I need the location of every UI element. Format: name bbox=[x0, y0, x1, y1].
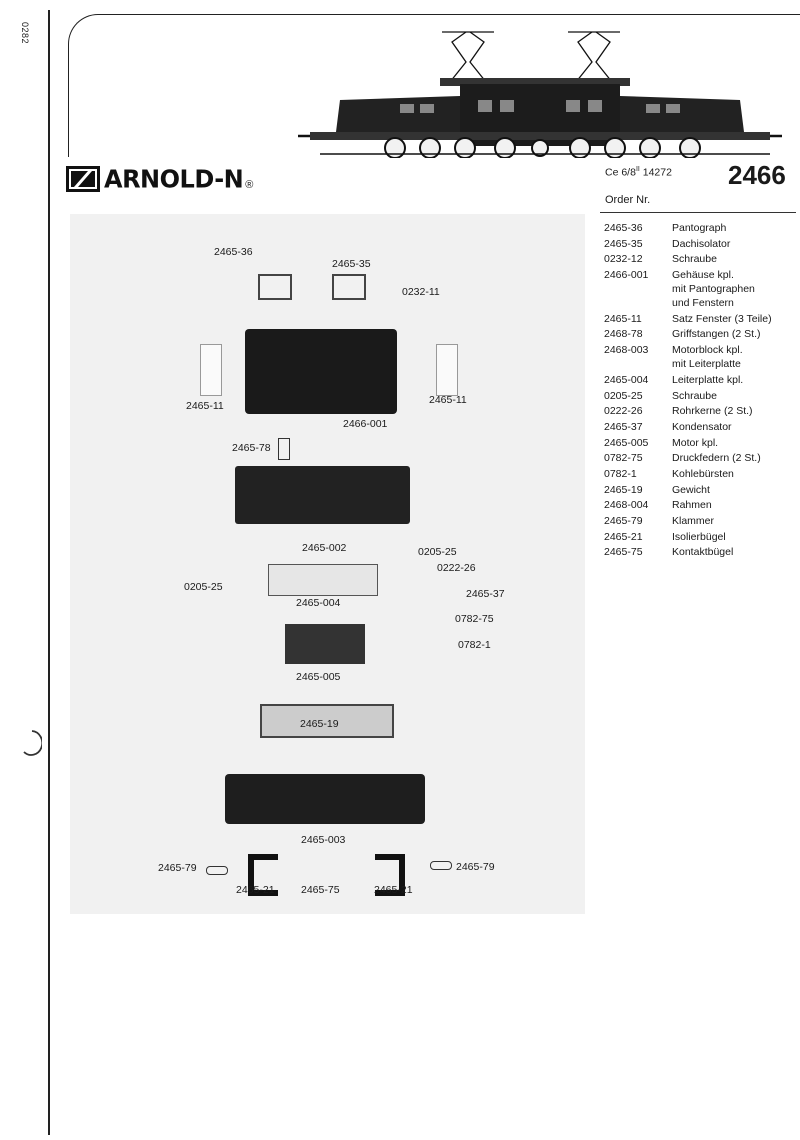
motor-part bbox=[285, 624, 365, 664]
margin-line bbox=[48, 10, 50, 1135]
figure-label: 2465-19 bbox=[300, 718, 339, 730]
part-description: Isolierbügel bbox=[672, 530, 726, 543]
registered-mark: ® bbox=[245, 179, 254, 191]
figure-label: 2465-78 bbox=[232, 442, 271, 454]
part-description: Schraube bbox=[672, 253, 717, 266]
model-designation bbox=[605, 166, 672, 179]
designation: Ce 6/8 bbox=[605, 166, 636, 179]
parts-list-row bbox=[604, 237, 800, 251]
part-description: Klammer bbox=[672, 515, 715, 527]
part-description: Leiterplatte kpl. bbox=[672, 373, 744, 386]
exploded-view-figure bbox=[70, 214, 585, 914]
figure-label: 2465-11 bbox=[429, 394, 467, 406]
figure-label: 0205-25 bbox=[184, 581, 223, 593]
part-number: 0782-75 bbox=[604, 452, 643, 465]
parts-list-row bbox=[604, 404, 800, 418]
part-number: 2465-21 bbox=[604, 530, 643, 543]
part-number: 0232-12 bbox=[604, 253, 643, 266]
part-description: Pantograph bbox=[672, 222, 727, 234]
part-number: 0222-26 bbox=[604, 405, 643, 418]
part-number: 2468-003 bbox=[604, 344, 649, 357]
part-number: 2465-37 bbox=[604, 420, 643, 433]
window-set-left-part bbox=[200, 344, 222, 396]
grab-handle-part bbox=[278, 438, 290, 460]
parts-list-row bbox=[604, 343, 800, 371]
locomotive-illustration bbox=[290, 20, 790, 158]
figure-label: 2465-21 bbox=[374, 884, 413, 896]
part-description: Schraube bbox=[672, 389, 717, 402]
pantograph-part bbox=[258, 274, 292, 300]
parts-list-row bbox=[604, 436, 800, 450]
parts-list-row bbox=[604, 530, 800, 544]
parts-list-row bbox=[604, 312, 800, 326]
figure-label: 2465-75 bbox=[301, 884, 340, 896]
part-number: 2465-79 bbox=[604, 515, 643, 527]
figure-label: 2465-11 bbox=[186, 400, 224, 412]
figure-label: 2465-35 bbox=[332, 258, 371, 270]
part-description: Dachisolator bbox=[672, 237, 731, 250]
part-description: Gewicht bbox=[672, 483, 710, 496]
parts-list-row bbox=[604, 373, 800, 387]
model-number: 2466 bbox=[728, 160, 786, 190]
clip-right-part bbox=[430, 861, 452, 870]
part-description: Rohrkerne (2 St.) bbox=[672, 405, 753, 418]
clip-left-part bbox=[206, 866, 228, 875]
logo-slash-icon bbox=[66, 166, 100, 192]
order-header: Order Nr. bbox=[605, 194, 651, 206]
figure-label: 2465-79 bbox=[158, 862, 197, 874]
catalog-number: 14272 bbox=[642, 166, 672, 179]
part-number: 2465-75 bbox=[604, 546, 643, 559]
logo-text: ARNOLD-N bbox=[104, 164, 244, 194]
parts-list-row bbox=[604, 451, 800, 465]
figure-label: 2465-002 bbox=[302, 542, 347, 554]
roof-insulator-part bbox=[332, 274, 366, 300]
part-description: Druckfedern (2 St.) bbox=[672, 452, 761, 465]
parts-list-row bbox=[604, 252, 800, 266]
arnold-logo bbox=[66, 163, 253, 195]
part-number: 2465-35 bbox=[604, 237, 643, 250]
part-description: Satz Fenster (3 Teile) bbox=[672, 312, 772, 325]
figure-label: 2465-36 bbox=[214, 246, 253, 258]
parts-list bbox=[604, 221, 800, 561]
parts-list-row bbox=[604, 389, 800, 403]
figure-label: 0222-26 bbox=[437, 562, 476, 574]
parts-list-row bbox=[604, 327, 800, 341]
part-number: 2465-005 bbox=[604, 436, 649, 449]
figure-label: 2466-001 bbox=[343, 418, 388, 430]
figure-label: 2465-21 bbox=[236, 884, 275, 896]
figure-label: 2465-37 bbox=[466, 588, 505, 600]
frame-part bbox=[225, 774, 425, 824]
part-number: 2465-004 bbox=[604, 373, 649, 386]
parts-list-row bbox=[604, 221, 800, 235]
designation-sup: II bbox=[635, 166, 640, 173]
part-description: Kondensator bbox=[672, 420, 732, 433]
parts-list-row bbox=[604, 483, 800, 497]
parts-list-row bbox=[604, 498, 800, 512]
part-number: 2468-78 bbox=[604, 328, 643, 341]
parts-list-row bbox=[604, 514, 800, 528]
body-housing-part bbox=[245, 329, 397, 414]
part-description: Griffstangen (2 St.) bbox=[672, 328, 761, 341]
binder-hole-mark bbox=[18, 728, 42, 758]
figure-label: 0205-25 bbox=[418, 546, 457, 558]
part-description: Motorblock kpl. mit Leiterplatte bbox=[672, 344, 743, 371]
part-number: 0205-25 bbox=[604, 389, 643, 402]
side-code: 0282 bbox=[20, 22, 30, 45]
figure-label: 0232-11 bbox=[402, 286, 440, 298]
window-set-right-part bbox=[436, 344, 458, 396]
part-number: 2468-004 bbox=[604, 499, 649, 512]
figure-label: 2465-003 bbox=[301, 834, 346, 846]
figure-label: 2465-004 bbox=[296, 597, 341, 609]
part-number: 2465-11 bbox=[604, 312, 642, 325]
part-number: 2465-19 bbox=[604, 483, 643, 496]
part-description: Motor kpl. bbox=[672, 436, 719, 449]
figure-label: 0782-75 bbox=[455, 613, 494, 625]
motor-block-part bbox=[235, 466, 410, 524]
part-number: 2465-36 bbox=[604, 222, 643, 234]
order-rule bbox=[600, 212, 796, 213]
part-description: Gehäuse kpl. mit Pantographen und Fenstern bbox=[672, 269, 755, 310]
figure-label: 2465-005 bbox=[296, 671, 341, 683]
parts-list-row bbox=[604, 467, 800, 481]
part-number: 2466-001 bbox=[604, 269, 649, 282]
parts-list-row bbox=[604, 268, 800, 310]
figure-label: 2465-79 bbox=[456, 861, 495, 873]
part-description: Rahmen bbox=[672, 499, 712, 512]
part-number: 0782-1 bbox=[604, 467, 637, 480]
parts-list-row bbox=[604, 420, 800, 434]
part-description: Kontaktbügel bbox=[672, 546, 734, 559]
circuit-board-part bbox=[268, 564, 378, 596]
parts-list-row bbox=[604, 545, 800, 559]
part-description: Kohlebürsten bbox=[672, 467, 734, 480]
figure-label: 0782-1 bbox=[458, 639, 491, 651]
